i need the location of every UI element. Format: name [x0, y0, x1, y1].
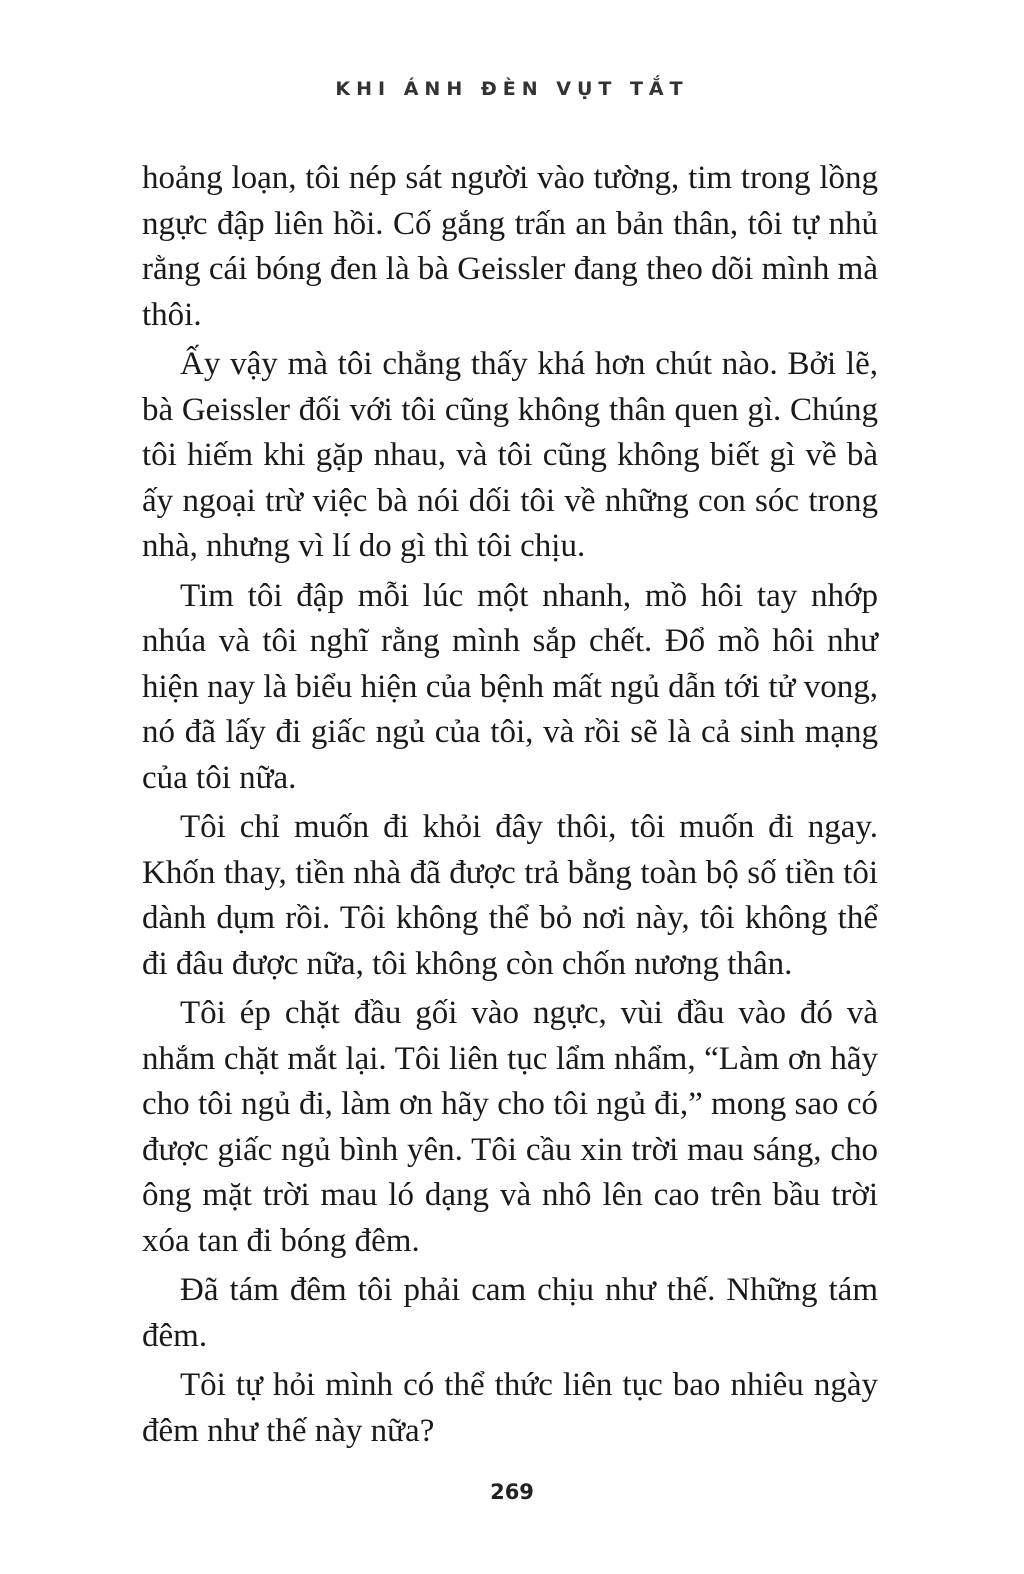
paragraph: Đã tám đêm tôi phải cam chịu như thế. Những tám đêm. — [142, 1272, 878, 1354]
paragraph: Tôi chỉ muốn đi khỏi đây thôi, tôi muốn đi ngay. Khốn thay, tiền nhà đã được trả bằng toàn bộ số tiền tôi dành dụm rồi. Tôi không thể bỏ nơi này, tôi không thể đi đâu được nữa, tôi không còn chốn nương thân. — [142, 809, 878, 982]
body-text — [142, 156, 878, 1458]
paragraph: hoảng loạn, tôi nép sát người vào tường, tim trong lồng ngực đập liên hồi. Cố gắng trấn an bản thân, tôi tự nhủ rằng cái bóng đen là bà Geissler đang theo dõi mình mà thôi. — [142, 160, 878, 333]
paragraph: Tôi tự hỏi mình có thể thức liên tục bao nhiêu ngày đêm như thế này nữa? — [142, 1367, 878, 1449]
paragraph: Tim tôi đập mỗi lúc một nhanh, mồ hôi tay nhớp nhúa và tôi nghĩ rằng mình sắp chết. Đổ mồ hôi như hiện nay là biểu hiện của bệnh mất ngủ dẫn tới tử vong, nó đã lấy đi giấc ngủ của tôi, và rồi sẽ là cả sinh mạng của tôi nữa. — [142, 577, 878, 796]
running-header: KHI ÁNH ĐÈN VỤT TẮT — [335, 78, 689, 100]
paragraph: Tôi ép chặt đầu gối vào ngực, vùi đầu vào đó và nhắm chặt mắt lại. Tôi liên tục lẩm nhẩm, “Làm ơn hãy cho tôi ngủ đi, làm ơn hãy cho tôi ngủ đi,” mong sao có được giấc ngủ bình yên. Tôi cầu xin trời mau sáng, cho ông mặt trời mau ló dạng và nhô lên cao trên bầu trời xóa tan đi bóng đêm. — [142, 995, 878, 1259]
page-number: 269 — [490, 1480, 534, 1504]
paragraph: Ấy vậy mà tôi chẳng thấy khá hơn chút nào. Bởi lẽ, bà Geissler đối với tôi cũng không thân quen gì. Chúng tôi hiếm khi gặp nhau, và tôi cũng không biết gì về bà ấy ngoại trừ việc bà nói dối tôi về những con sóc trong nhà, nhưng vì lí do gì thì tôi chịu. — [142, 346, 878, 564]
